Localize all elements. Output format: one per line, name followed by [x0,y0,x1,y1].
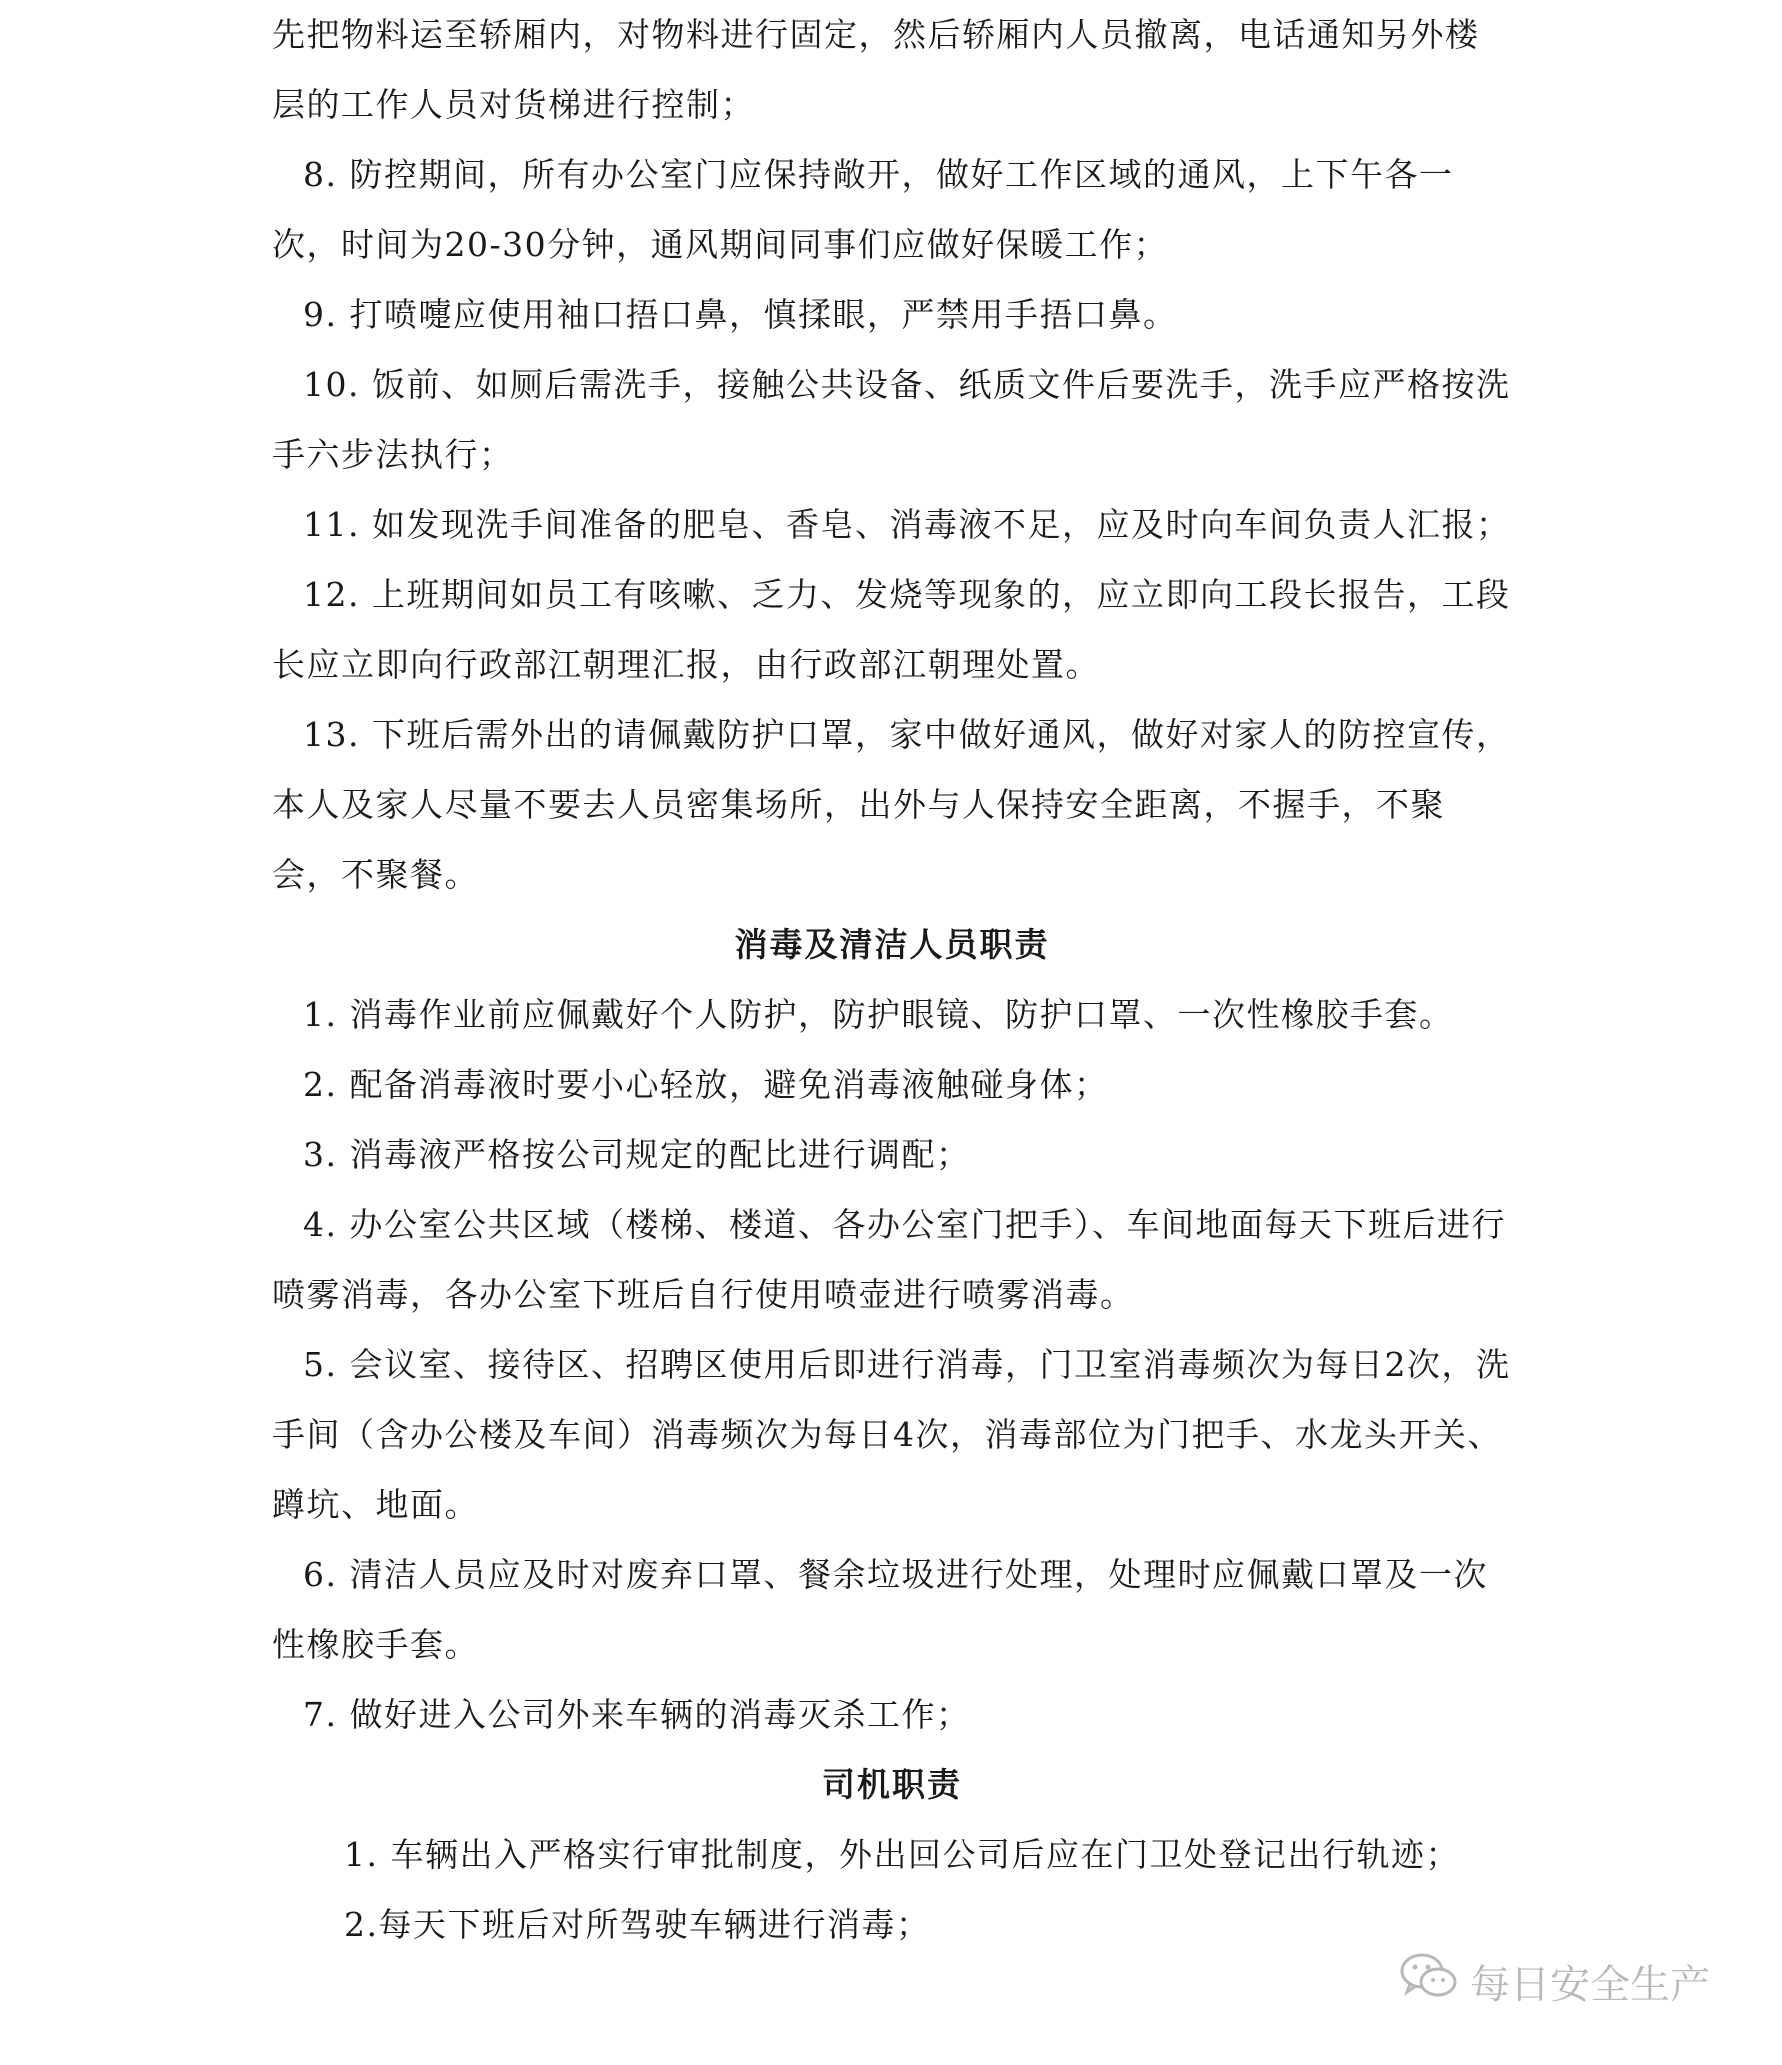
driver-item-2: 2.每天下班后对所驾驶车辆进行消毒； [344,1905,931,1944]
list-item-9: 9. 打喷嚏应使用袖口捂口鼻，慎揉眼，严禁用手捂口鼻。 [303,295,1178,334]
list-item-8: 8. 防控期间，所有办公室门应保持敞开，做好工作区域的通风，上下午各一次，时间为20-30分钟，通风期间同事们应做好保暖工作； [272,155,1454,264]
document-page [272,0,1512,1960]
list-item-13: 13. 下班后需外出的请佩戴防护口罩，家中做好通风，做好对家人的防控宣传，本人及家人尽量不要去人员密集场所，出外与人保持安全距离，不握手，不聚会，不聚餐。 [272,715,1511,894]
cleaning-item-1: 1. 消毒作业前应佩戴好个人防护，防护眼镜、防护口罩、一次性橡胶手套。 [303,995,1454,1034]
cleaning-item-2: 2. 配备消毒液时要小心轻放，避免消毒液触碰身体； [303,1065,1109,1104]
wechat-icon [1400,1952,1458,2010]
list-item-11: 11. 如发现洗手间准备的肥皂、香皂、消毒液不足，应及时向车间负责人汇报； [303,505,1511,544]
cleaning-item-3: 3. 消毒液严格按公司规定的配比进行调配； [303,1135,971,1174]
cleaning-item-4: 4. 办公室公共区域（楼梯、楼道、各办公室门把手）、车间地面每天下班后进行喷雾消毒，各办公室下班后自行使用喷壶进行喷雾消毒。 [272,1205,1506,1314]
cleaning-item-5: 5. 会议室、接待区、招聘区使用后即进行消毒，门卫室消毒频次为每日2次，洗手间（含办公楼及车间）消毒频次为每日4次，消毒部位为门把手、水龙头开关、蹲坑、地面。 [272,1345,1511,1524]
intro-continuation: 先把物料运至轿厢内，对物料进行固定，然后轿厢内人员撤离，电话通知另外楼层的工作人员对货梯进行控制； [272,15,1480,124]
list-item-10: 10. 饭前、如厕后需洗手，接触公共设备、纸质文件后要洗手，洗手应严格按洗手六步法执行； [272,365,1511,474]
list-item-12: 12. 上班期间如员工有咳嗽、乏力、发烧等现象的，应立即向工段长报告，工段长应立即向行政部江朝理汇报，由行政部江朝理处置。 [272,575,1511,684]
cleaning-item-6: 6. 清洁人员应及时对废弃口罩、餐余垃圾进行处理，处理时应佩戴口罩及一次性橡胶手套。 [272,1555,1488,1664]
cleaning-item-7: 7. 做好进入公司外来车辆的消毒灭杀工作； [303,1695,971,1734]
section-title-cleaning: 消毒及清洁人员职责 [734,925,1050,964]
watermark [1400,1952,1710,2010]
watermark-text: 每日安全生产 [1470,1961,1710,2008]
driver-item-1: 1. 车辆出入严格实行审批制度，外出回公司后应在门卫处登记出行轨迹； [344,1835,1460,1874]
section-title-driver: 司机职责 [822,1765,962,1804]
